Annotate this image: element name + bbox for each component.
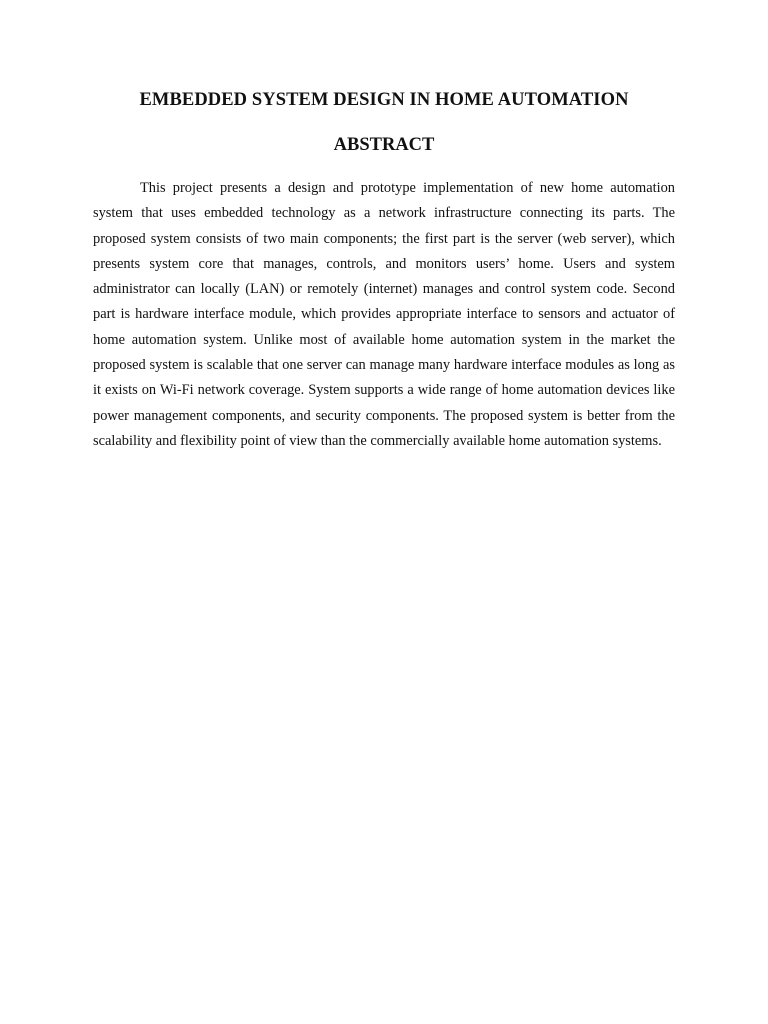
abstract-paragraph: This project presents a design and prototype implementation of new home automation system that uses embedded technology as a network infrastructure connecting its parts. The proposed system consists of two main components; the first part is the server (web server), which presents system core that manages, controls, and monitors users’ home. Users and system administrator can locally (LAN) or remotely (internet) manages and control system code. Second part is hardware interface module, which provides appropriate interface to sensors and actuator of home automation system. Unlike most of available home automation system in the market the proposed system is scalable that one server can manage many hardware interface modules as long as it exists on Wi-Fi network coverage. System supports a wide range of home automation devices like power management components, and security components. The proposed system is better from the scalability and flexibility point of view than the commercially available home automation systems. — [93, 180, 675, 449]
abstract-heading: ABSTRACT — [333, 135, 435, 155]
document-title: EMBEDDED SYSTEM DESIGN IN HOME AUTOMATION — [139, 90, 629, 110]
